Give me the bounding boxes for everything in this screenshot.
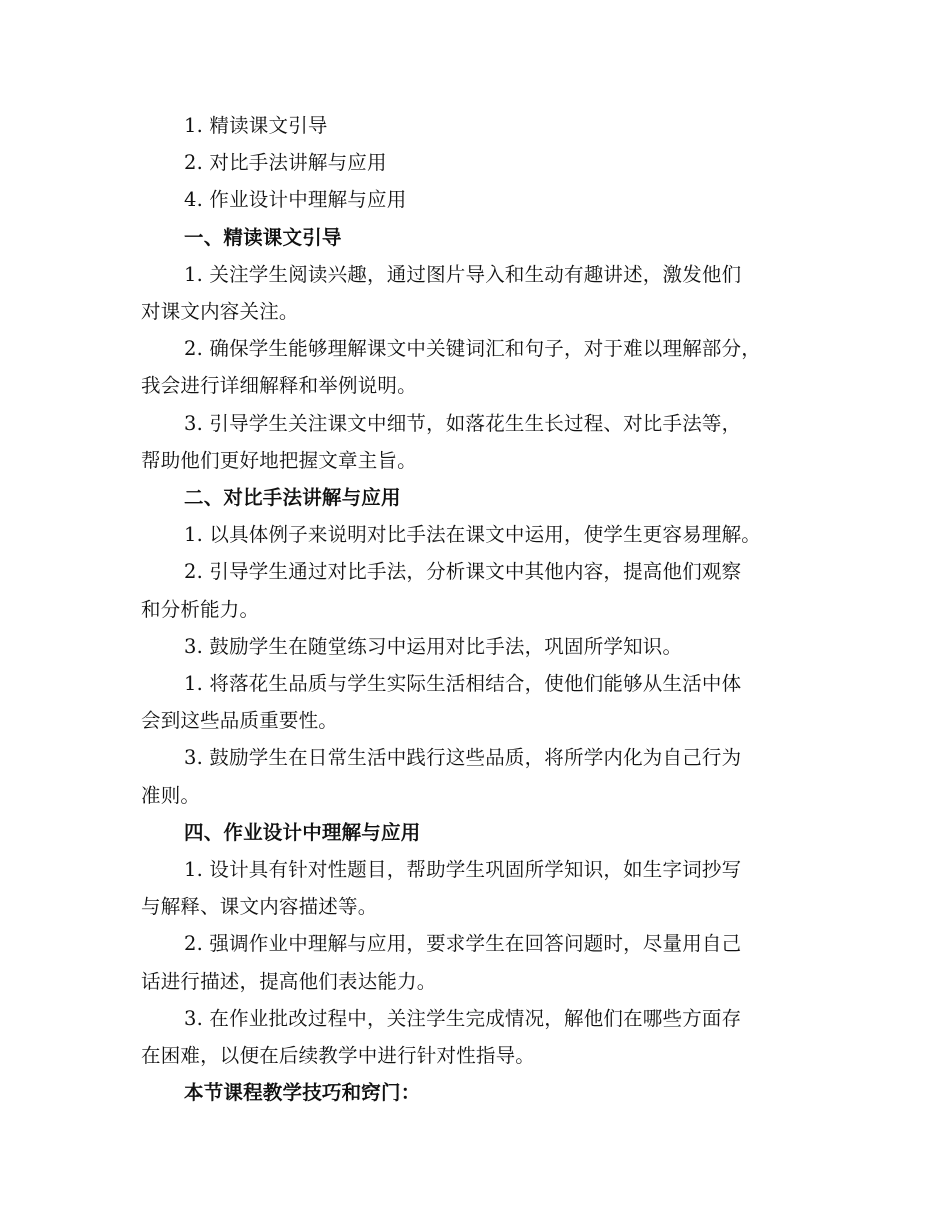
- text-line: 帮助他们更好地把握文章主旨。: [141, 448, 417, 472]
- text-line: 4. 作业设计中理解与应用: [184, 188, 407, 212]
- text-line: 和分析能力。: [141, 597, 260, 621]
- text-line: 2. 引导学生通过对比手法，分析课文中其他内容，提高他们观察: [184, 560, 742, 584]
- text-line: 准则。: [141, 783, 201, 807]
- document-body: [141, 107, 821, 1111]
- text-line: 2. 强调作业中理解与应用，要求学生在回答问题时，尽量用自己: [184, 932, 742, 956]
- text-line: 2. 确保学生能够理解课文中关键词汇和句子，对于难以理解部分，: [184, 337, 762, 361]
- text-line: 3. 鼓励学生在日常生活中践行这些品质，将所学内化为自己行为: [184, 746, 742, 770]
- section-heading: 二、对比手法讲解与应用: [184, 486, 401, 510]
- text-line: 1. 精读课文引导: [184, 114, 328, 137]
- text-line: 在困难，以便在后续教学中进行针对性指导。: [141, 1044, 536, 1068]
- text-line: 3. 引导学生关注课文中细节，如落花生生长过程、对比手法等，: [184, 411, 742, 435]
- text-line: 会到这些品质重要性。: [141, 709, 339, 733]
- section-heading: 一、精读课文引导: [184, 225, 342, 249]
- section-heading: 本节课程教学技巧和窍门：: [184, 1081, 421, 1105]
- text-line: 对课文内容关注。: [141, 300, 299, 324]
- text-line: 2. 对比手法讲解与应用: [184, 151, 387, 175]
- text-line: 话进行描述，提高他们表达能力。: [141, 969, 437, 993]
- text-line: 与解释、课文内容描述等。: [141, 895, 378, 919]
- text-line: 1. 将落花生品质与学生实际生活相结合，使他们能够从生活中体: [184, 672, 742, 696]
- section-heading: 四、作业设计中理解与应用: [184, 820, 421, 844]
- text-line: 3. 鼓励学生在随堂练习中运用对比手法，巩固所学知识。: [184, 634, 683, 658]
- text-line: 1. 设计具有针对性题目，帮助学生巩固所学知识，如生字词抄写: [184, 858, 742, 882]
- text-line: 1. 以具体例子来说明对比手法在课文中运用，使学生更容易理解。: [184, 523, 762, 547]
- text-line: 我会进行详细解释和举例说明。: [141, 374, 417, 398]
- text-line: 1. 关注学生阅读兴趣，通过图片导入和生动有趣讲述，激发他们: [184, 262, 742, 286]
- text-line: 3. 在作业批改过程中，关注学生完成情况，解他们在哪些方面存: [184, 1006, 742, 1030]
